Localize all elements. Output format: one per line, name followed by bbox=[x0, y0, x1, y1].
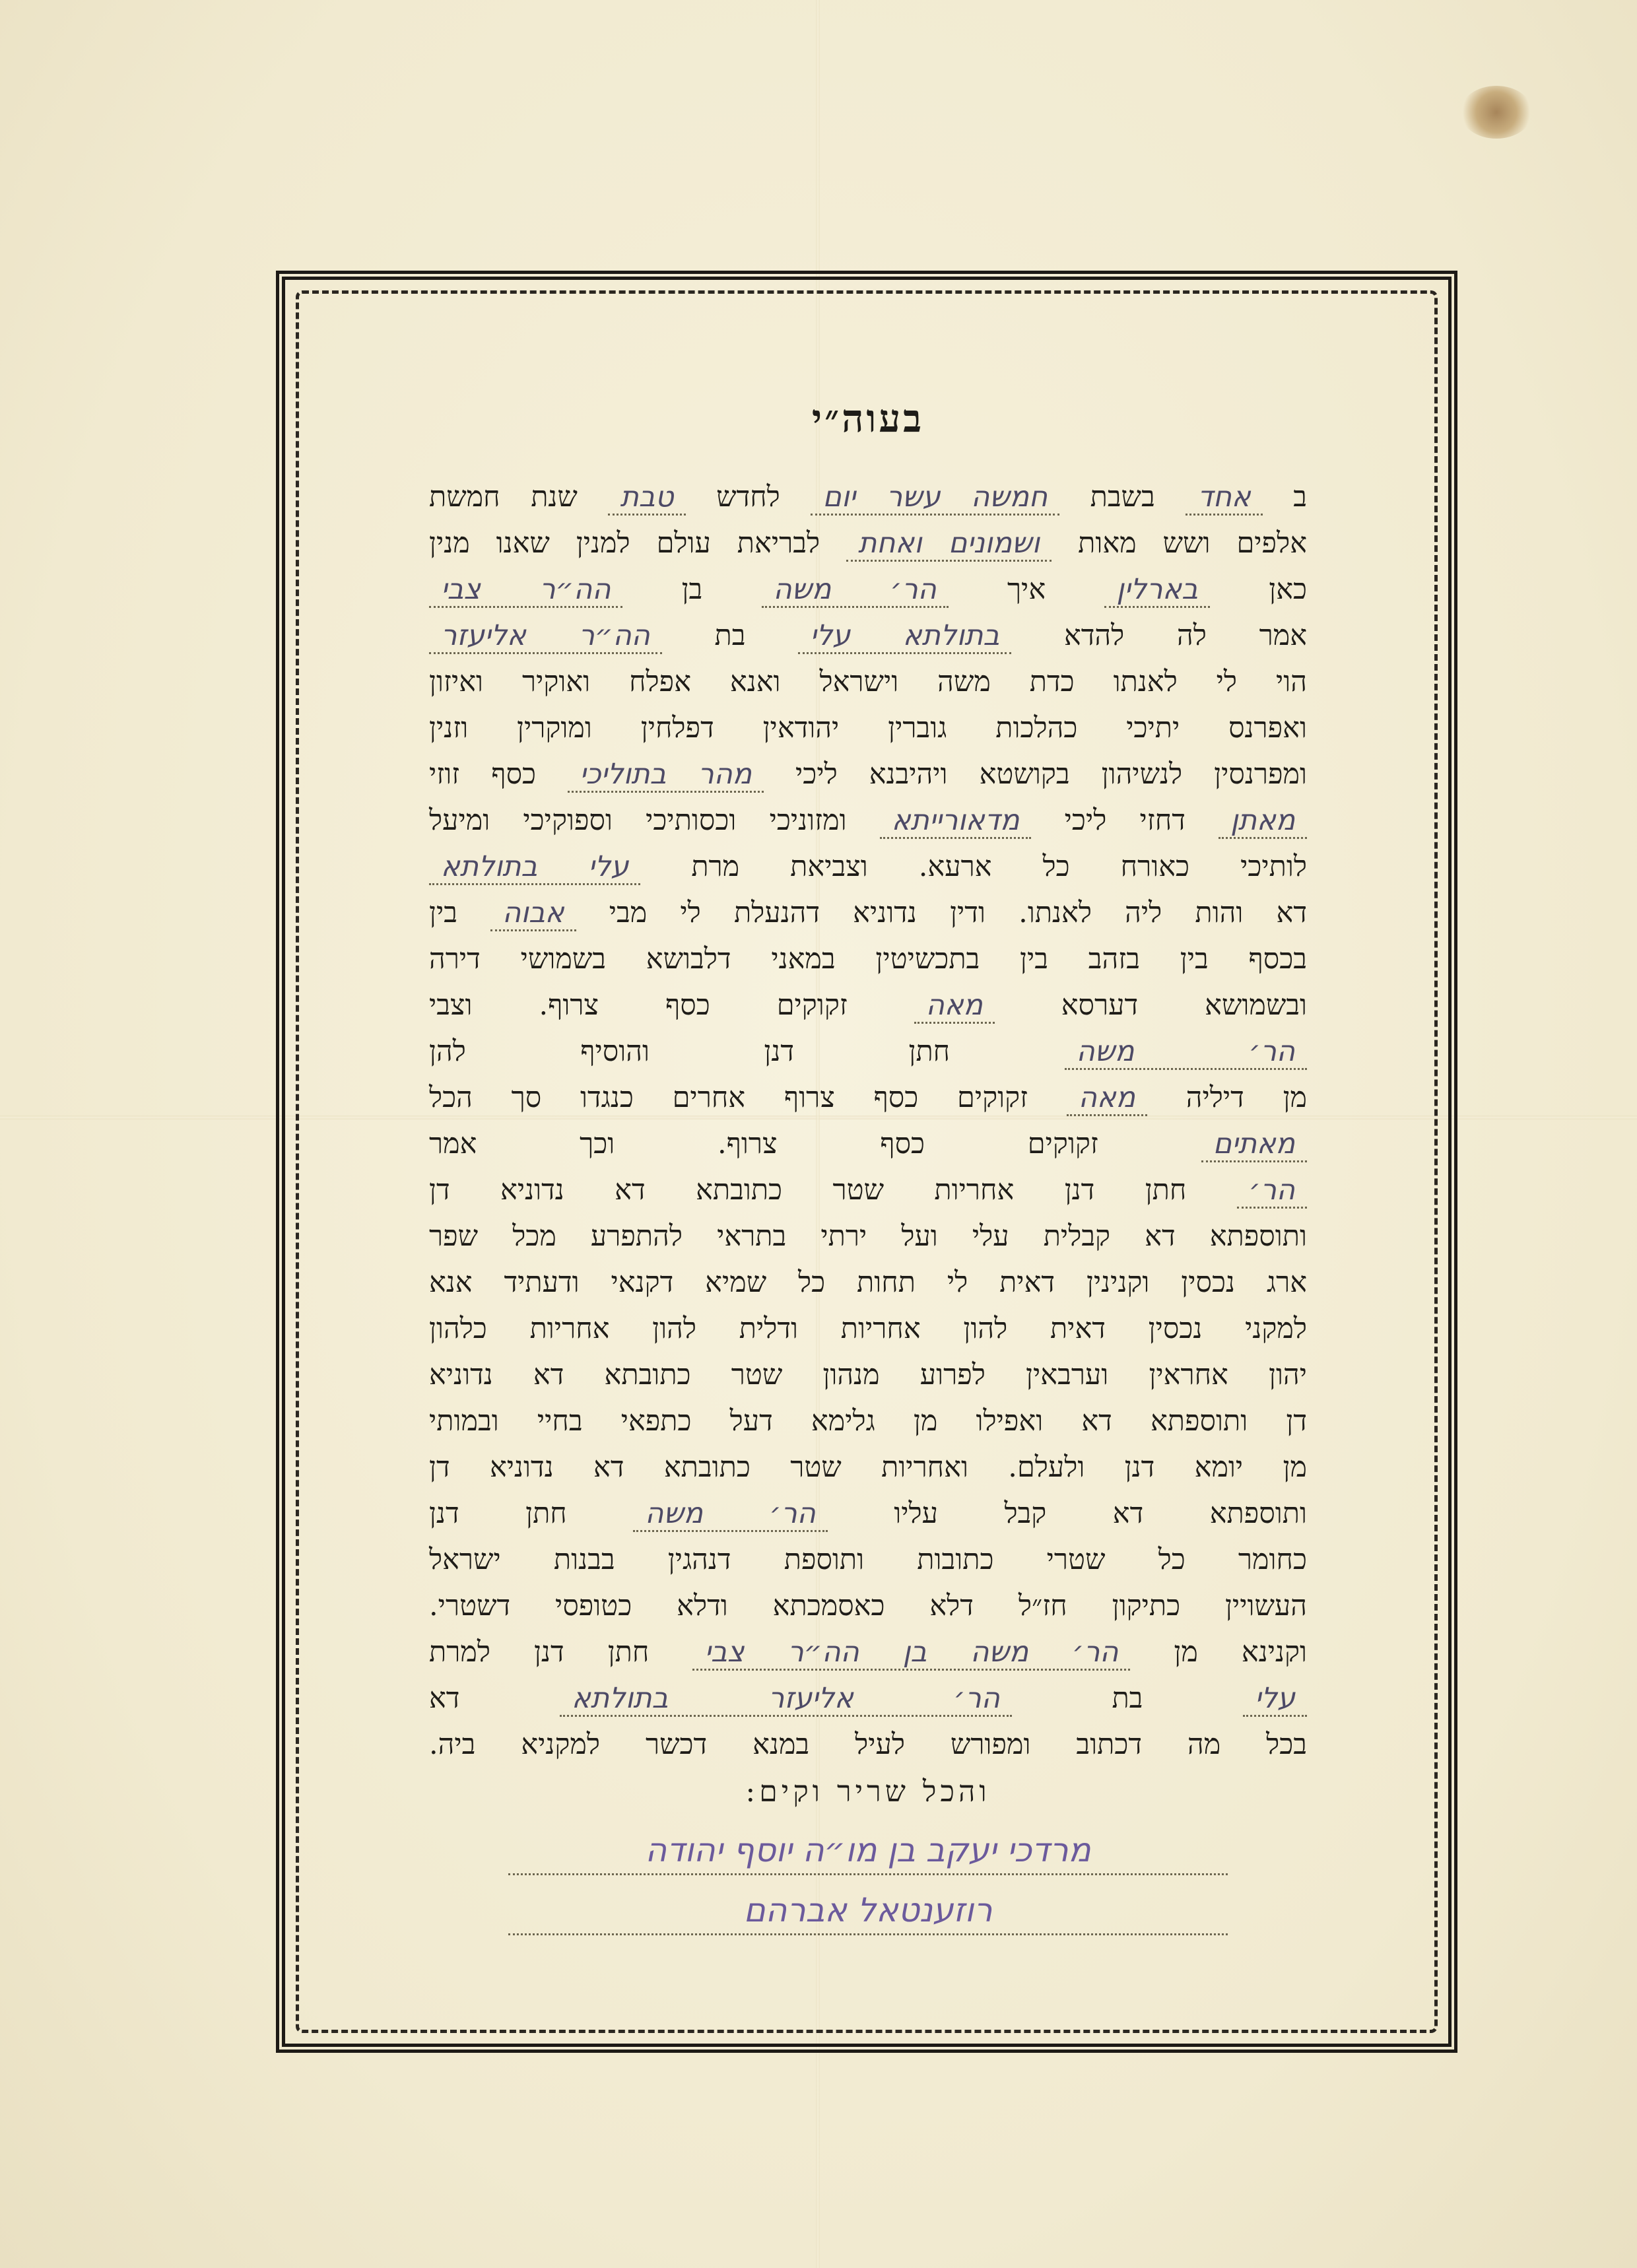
text-line bbox=[429, 566, 1307, 613]
witness-signature-1: מרדכי יעקב בן מו״ה יוסף יהודה bbox=[508, 1827, 1228, 1875]
text-line bbox=[429, 1675, 1307, 1721]
handwritten-entry: הר׳ bbox=[1237, 1174, 1307, 1209]
printed-text: יהון אחראין וערבאין לפרוע מנהון שטר כתובתא דא נדוניא bbox=[429, 1358, 1307, 1391]
printed-text: ותוספתא דא קבל עליו bbox=[894, 1497, 1308, 1530]
printed-text: איך bbox=[1007, 573, 1046, 606]
text-line bbox=[429, 982, 1307, 1028]
text-line bbox=[429, 844, 1307, 890]
printed-text: זקוקים כסף צרוף. וצבי bbox=[429, 989, 848, 1022]
printed-text: בת bbox=[714, 619, 746, 652]
text-line bbox=[429, 1167, 1307, 1213]
handwritten-entry: הר׳ משה bbox=[633, 1497, 827, 1532]
text-line bbox=[429, 1028, 1307, 1075]
text-line bbox=[429, 705, 1307, 751]
printed-text: דא והות ליה לאנתו. ודין נדוניא דהנעלת לי מבי bbox=[609, 896, 1308, 929]
printed-text: ארג נכסין וקנינין דאית לי תחות כל שמיא דקנאי ודעתיד אנא bbox=[429, 1266, 1307, 1299]
handwritten-entry: הה״ר אליעזר bbox=[429, 619, 662, 654]
printed-text: וקנינא מן bbox=[1174, 1636, 1307, 1669]
printed-text: לבריאת עולם למנין שאנו מנין bbox=[429, 527, 820, 560]
text-line bbox=[429, 1259, 1307, 1306]
text-line bbox=[429, 1121, 1307, 1167]
handwritten-entry: אחד bbox=[1186, 481, 1262, 516]
printed-text: ותוספתא דא קבלית עלי ועל ירתי בתראי להתפרע מכל שפר bbox=[429, 1220, 1307, 1253]
text-line bbox=[429, 751, 1307, 797]
printed-text: חתן דנן והוסיף להן bbox=[429, 1035, 951, 1068]
text-line bbox=[429, 613, 1307, 659]
handwritten-entry: הר׳ משה bbox=[1065, 1035, 1307, 1070]
printed-text: הוי לי לאנתו כדת משה וישראל ואנא אפלח ואוקיר ואיזון bbox=[429, 665, 1307, 698]
handwritten-entry: מאה bbox=[914, 989, 995, 1024]
closing-formula: והכל שריר וקים: bbox=[745, 1775, 991, 1809]
handwritten-entry: בתולתא עלי bbox=[798, 619, 1011, 654]
text-line bbox=[429, 1075, 1307, 1121]
text-line bbox=[429, 1583, 1307, 1629]
printed-text: זקוקים כסף צרוף אחרים כנגדו סך הכל bbox=[429, 1081, 1028, 1114]
printed-text: חתן דנן bbox=[429, 1497, 567, 1530]
printed-text: בשבת bbox=[1090, 481, 1155, 514]
printed-text: חתן דנן למרת bbox=[429, 1636, 650, 1669]
text-line bbox=[429, 1629, 1307, 1675]
handwritten-entry: ושמונים ואחת bbox=[846, 527, 1052, 562]
printed-text: דא bbox=[429, 1682, 460, 1715]
printed-text: בכסף בין בזהב בין בתכשיטין במאני דלבושא בשמושי דירה bbox=[429, 943, 1307, 976]
text-line bbox=[429, 1537, 1307, 1583]
text-line bbox=[429, 1213, 1307, 1259]
printed-text: שנת חמשת bbox=[429, 481, 578, 514]
printed-text: אלפים ושש מאות bbox=[1078, 527, 1307, 560]
text-line bbox=[429, 1352, 1307, 1398]
printed-text: דחזי ליכי bbox=[1064, 804, 1186, 837]
text-line bbox=[429, 474, 1307, 520]
printed-text: ובשמושא דערסא bbox=[1061, 989, 1307, 1022]
text-line bbox=[429, 936, 1307, 982]
text-line bbox=[429, 1398, 1307, 1444]
printed-text: מן דיליה bbox=[1186, 1081, 1308, 1114]
printed-text: למקני נכסין דאית להון אחריות ודלית להון אחריות כלהון bbox=[429, 1312, 1307, 1345]
text-line bbox=[429, 520, 1307, 566]
printed-text: בכל מה דכתוב ומפורש לעיל במנא דכשר למקניא ביה. bbox=[429, 1728, 1307, 1761]
printed-text: בין bbox=[429, 896, 457, 929]
text-line bbox=[429, 1721, 1307, 1768]
printed-text: בת bbox=[1112, 1682, 1143, 1715]
handwritten-entry: חמשה עשר יום bbox=[811, 481, 1059, 516]
printed-text: כסף זוזי bbox=[429, 758, 537, 791]
printed-text: כחומר כל שטרי כתובות ותוספת דנהגין בבנות ישראל bbox=[429, 1543, 1307, 1576]
handwritten-entry: מהר בתוליכי bbox=[568, 758, 764, 793]
printed-text: חתן דנן אחריות שטר כתובתא דא נדוניא דן bbox=[429, 1174, 1187, 1207]
printed-text: בן bbox=[681, 573, 703, 606]
document-heading: בעוה״י bbox=[811, 396, 925, 441]
witness-signature-2: רוזענטאל אברהם bbox=[508, 1887, 1228, 1935]
printed-text: אמר לה להדא bbox=[1063, 619, 1308, 652]
printed-text: זקוקים כסף צרוף. וכך אמר bbox=[429, 1127, 1098, 1160]
handwritten-entry: הר׳ אליעזר בתולתא bbox=[560, 1682, 1012, 1717]
text-line bbox=[429, 890, 1307, 936]
printed-text: מן יומא דנן ולעלם. ואחריות שטר כתובתא דא נדוניא דן bbox=[429, 1451, 1307, 1484]
printed-text: ואפרנס יתיכי כהלכות גוברין יהודאין דפלחין ומוקרין וזנין bbox=[429, 712, 1307, 745]
ketubah-text bbox=[429, 396, 1307, 1935]
text-line bbox=[429, 797, 1307, 844]
handwritten-entry: מאתים bbox=[1201, 1127, 1307, 1162]
handwritten-entry: הר׳ משה bbox=[762, 573, 949, 608]
printed-text: דן ותוספתא דא ואפילו מן גלימא דעל כתפאי בחיי ובמותי bbox=[429, 1405, 1307, 1438]
printed-text: ומפרנסין לנשיהון בקושטא ויהיבנא ליכי bbox=[795, 758, 1307, 791]
handwritten-entry: מדאורייתא bbox=[880, 804, 1032, 839]
text-line bbox=[429, 1444, 1307, 1490]
text-line bbox=[429, 1306, 1307, 1352]
printed-text: לותיכי כאורח כל ארעא. וצביאת מרת bbox=[691, 850, 1307, 883]
text-line bbox=[429, 1490, 1307, 1537]
handwritten-entry: עלי בתולתא bbox=[429, 850, 640, 885]
handwritten-entry: עלי bbox=[1243, 1682, 1307, 1717]
handwritten-entry: אבוה bbox=[490, 896, 576, 931]
printed-text: כאן bbox=[1269, 573, 1308, 606]
text-body bbox=[429, 474, 1307, 1768]
stain bbox=[1460, 86, 1533, 139]
handwritten-entry: טבת bbox=[608, 481, 685, 516]
handwritten-entry: מאתן bbox=[1219, 804, 1307, 839]
handwritten-entry: הה״ר צבי bbox=[429, 573, 622, 608]
printed-text: ב bbox=[1293, 481, 1307, 514]
handwritten-entry: הר׳ משה בן הה״ר צבי bbox=[692, 1636, 1130, 1671]
text-line bbox=[429, 659, 1307, 705]
handwritten-entry: מאה bbox=[1067, 1081, 1147, 1116]
printed-text: ומזוניכי וכסותיכי וספוקיכי ומיעל bbox=[429, 804, 847, 837]
handwritten-entry: בארלין bbox=[1104, 573, 1210, 608]
printed-text: העשויין כתיקון חז״ל דלא כאסמכתא ודלא כטופסי דשטרי. bbox=[429, 1589, 1307, 1622]
printed-text: לחדש bbox=[716, 481, 780, 514]
